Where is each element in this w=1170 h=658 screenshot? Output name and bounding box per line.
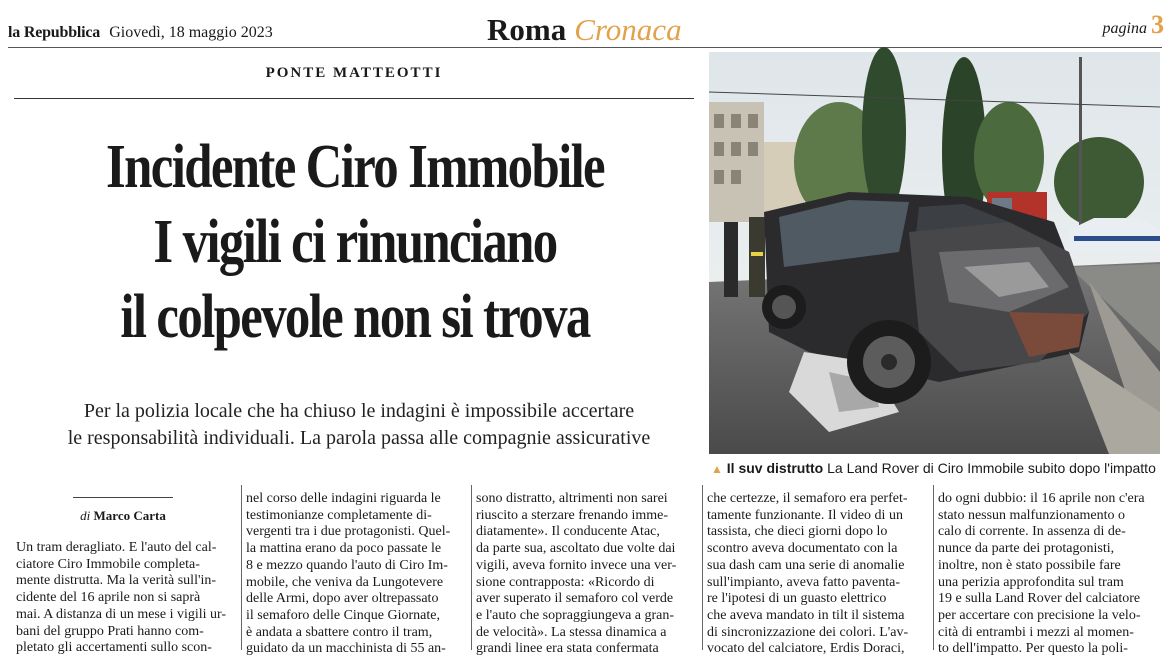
- text-line: testimonianze completamente di-: [246, 507, 432, 523]
- caption-marker-icon: ▲: [711, 462, 723, 476]
- text-line: una perizia approfondita sul tram: [938, 574, 1124, 590]
- byline-divider: [73, 497, 173, 498]
- text-line: per accertare con precisione la velo-: [938, 607, 1141, 623]
- section-city: Roma: [487, 12, 567, 47]
- text-line: di sincronizzazione dei colori. L'av-: [707, 624, 909, 640]
- page-label: pagina: [1102, 20, 1147, 37]
- text-line: 8 e mezzo quando l'auto di Ciro Im-: [246, 557, 448, 573]
- deck-line: le responsabilità individuali. La parola passa alle compagnie assicurative: [67, 427, 651, 449]
- article-deck: [14, 398, 704, 452]
- text-line: diatamente». Il conducente Atac,: [476, 524, 660, 540]
- byline: [16, 508, 230, 524]
- headline-line: il colpevole non si trova: [120, 283, 590, 351]
- newspaper-brand: la Repubblica: [8, 24, 101, 41]
- text-line: delle Armi, dopo aver oltrepassato: [246, 591, 439, 607]
- text-line: mai. A distanza di un mese i vigili ur-: [16, 606, 227, 622]
- column-divider: [471, 485, 472, 650]
- column-divider: [241, 485, 242, 650]
- body-column-2: [246, 491, 468, 658]
- headline-line: Incidente Ciro Immobile: [106, 133, 604, 201]
- text-line: vergenti tra i due protagonisti. Quel-: [246, 524, 451, 540]
- text-line: nunce da parte dei protagonisti,: [938, 541, 1115, 557]
- text-line: mente distrutta. Ma la verità sull'in-: [16, 573, 217, 589]
- text-line: che certezze, il semaforo era perfet-: [707, 491, 908, 506]
- text-line: stato nessun malfunzionamento o: [938, 507, 1126, 523]
- text-line: calo di corrente. In assenza di de-: [938, 524, 1126, 540]
- section-name: Cronaca: [574, 12, 682, 47]
- page-indicator: [1103, 10, 1164, 40]
- text-line: vigili, aveva fornito invece una ver-: [476, 557, 677, 573]
- text-line: pletato gli accertamenti sullo scon-: [16, 640, 212, 656]
- text-line: cidente del 16 aprile non si saprà: [16, 590, 201, 606]
- page-number: 3: [1151, 10, 1164, 39]
- text-line: è andata a sbattere contro il tram,: [246, 624, 433, 640]
- text-line: inoltre, non è stato possibile fare: [938, 557, 1121, 573]
- masthead-left: [8, 22, 273, 42]
- text-line: bani del gruppo Prati hanno com-: [16, 623, 204, 639]
- article-kicker: PONTE MATTEOTTI: [265, 65, 443, 81]
- text-line: re l'ipotesi di un guasto elettrico: [707, 591, 887, 607]
- text-line: tamente funzionante. Il video di un: [707, 507, 903, 523]
- text-line: Un tram deragliato. E l'auto del cal-: [16, 540, 217, 555]
- section-title: [487, 12, 682, 48]
- text-line: scontro aveva documentato con la: [707, 541, 898, 557]
- caption-title: Il suv distrutto: [726, 460, 824, 476]
- deck-line: Per la polizia locale che ha chiuso le indagini è impossibile accertare: [83, 400, 635, 422]
- text-line: il semaforo delle Cinque Giornate,: [246, 607, 440, 623]
- masthead: [0, 0, 1170, 48]
- byline-label: di: [80, 508, 91, 523]
- text-line: vocato del calciatore, Erdis Doraci,: [707, 641, 905, 657]
- text-line: sono distratto, altrimenti non sarei: [476, 491, 668, 506]
- caption-text: La Land Rover di Ciro Immobile subito dopo l'impatto: [827, 460, 1156, 476]
- body-column-4: [707, 491, 929, 658]
- text-line: de velocità». La stessa dinamica a: [476, 624, 667, 640]
- author-name: Marco Carta: [93, 508, 166, 523]
- text-line: che aveva mandato in tilt il sistema: [707, 607, 905, 623]
- body-column-1: [16, 540, 238, 657]
- body-column-5: [938, 491, 1160, 658]
- article-headline: [70, 130, 639, 355]
- text-line: grandi linee era stata confermata: [476, 641, 659, 657]
- text-line: sione contrapposta: «Ricordo di: [476, 574, 655, 590]
- text-line: tassista, che dieci giorni dopo lo: [707, 524, 888, 540]
- text-line: nel corso delle indagini riguarda le: [246, 491, 441, 506]
- crashed-suv-photo: [709, 52, 1160, 454]
- text-line: sull'impianto, aveva fatto paventa-: [707, 574, 901, 590]
- issue-date: Giovedì, 18 maggio 2023: [109, 24, 273, 41]
- text-line: e l'auto che sopraggiungeva a gran-: [476, 607, 675, 623]
- text-line: aver superato il semaforo col verde: [476, 591, 674, 607]
- body-column-3: [476, 491, 698, 658]
- text-line: mobile, che veniva da Lungotevere: [246, 574, 444, 590]
- text-line: 19 e sulla Land Rover del calciatore: [938, 591, 1141, 607]
- text-line: la mattina erano da poco passate le: [246, 541, 442, 557]
- text-line: cità di entrambi i mezzi al momen-: [938, 624, 1134, 640]
- headline-line: I vigili ci rinunciano: [153, 208, 557, 276]
- masthead-divider: [8, 47, 1162, 48]
- text-line: riuscito a sterzare frenando imme-: [476, 507, 669, 523]
- text-line: da parte sua, ascoltato due volte dai: [476, 541, 676, 557]
- text-line: ciatore Ciro Immobile completa-: [16, 556, 200, 572]
- text-line: to dell'impatto. Per questo la poli-: [938, 641, 1128, 657]
- text-line: do ogni dubbio: il 16 aprile non c'era: [938, 491, 1145, 506]
- photo-caption: [711, 460, 1156, 476]
- text-line: sua dash cam una serie di anomalie: [707, 557, 905, 573]
- article-photo: [709, 52, 1160, 454]
- column-divider: [702, 485, 703, 650]
- text-line: guidato da un macchinista di 55 an-: [246, 641, 446, 657]
- column-divider: [933, 485, 934, 650]
- kicker-divider: [14, 98, 694, 99]
